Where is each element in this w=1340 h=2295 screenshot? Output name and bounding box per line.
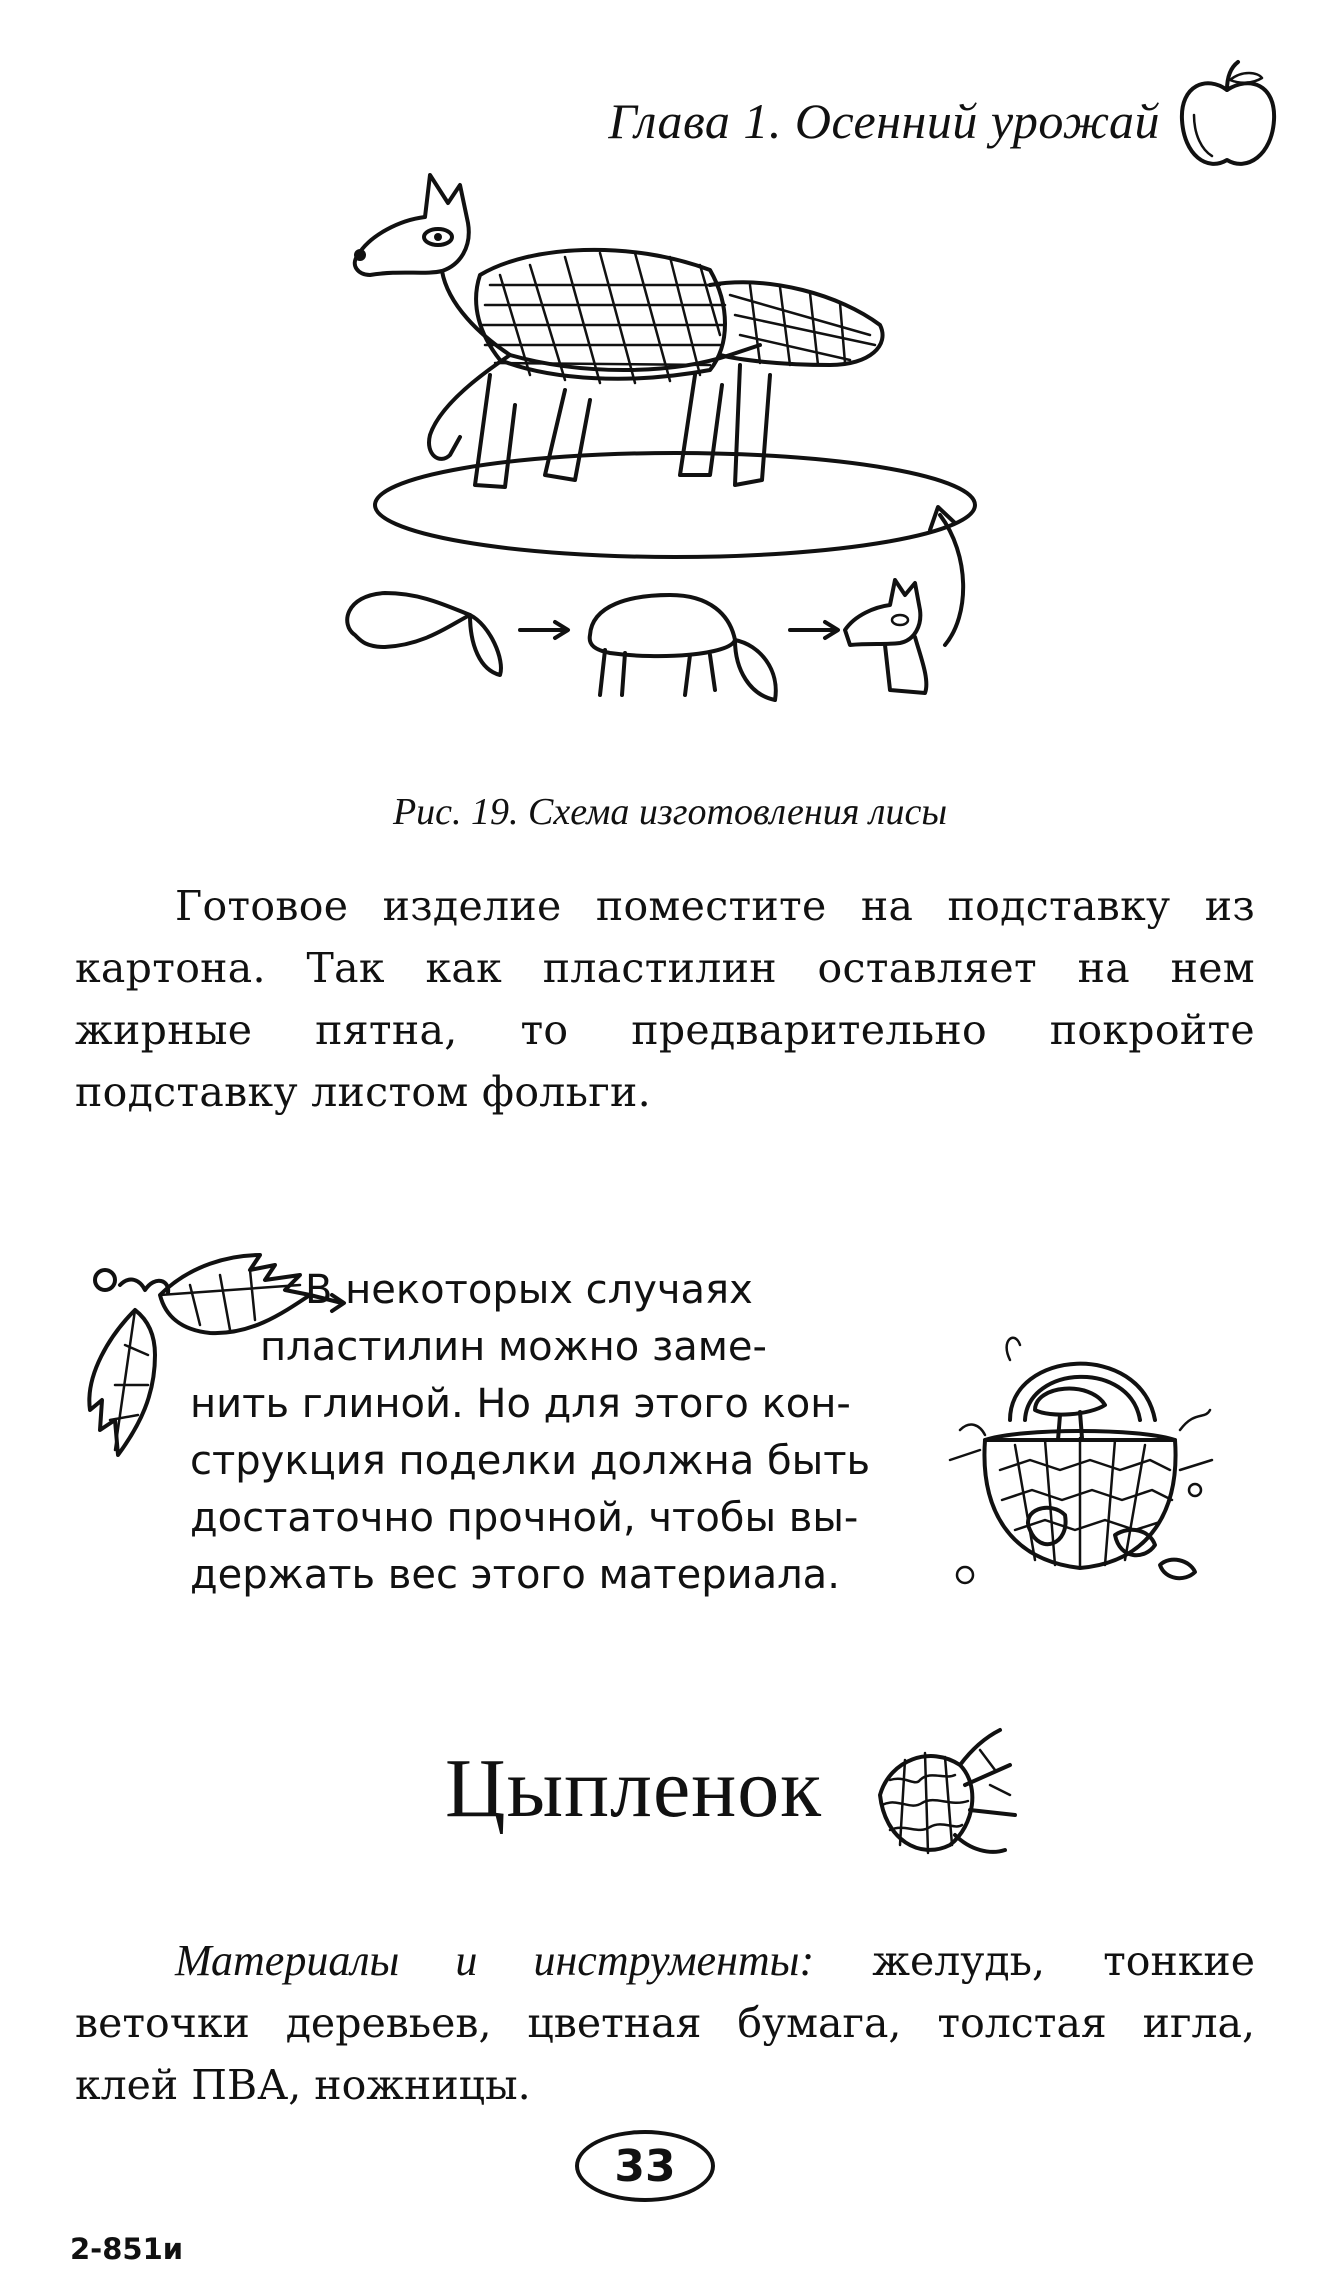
note-line: держать вес этого материала. — [190, 1552, 840, 1598]
mushroom-basket-icon — [940, 1310, 1220, 1600]
running-title: Глава 1. Осенний урожай — [608, 93, 1160, 149]
materials-lead: Материалы и инструменты: — [175, 1936, 815, 1985]
materials-paragraph — [75, 1930, 1255, 2116]
note-line: нить глиной. Но для этого кон- — [190, 1381, 851, 1427]
figure-caption: Рис. 19. Схема изготовления лисы — [392, 791, 948, 833]
note-line: струкция поделки должна быть — [190, 1438, 871, 1484]
print-code: 2-851и — [70, 2232, 184, 2266]
note-line: пластилин можно заме- — [260, 1324, 767, 1370]
note-box — [190, 1262, 890, 1604]
pinecone-icon — [860, 1725, 1020, 1875]
note-line: достаточно прочной, чтобы вы- — [190, 1495, 859, 1541]
note-line: В некоторых случаях — [305, 1267, 753, 1313]
page-number: 33 — [575, 2130, 715, 2202]
body-paragraph: Готовое изделие поместите на подставку из картона. Так как пластилин оставляет на нем жирные пятна, то предварительно покройте подставку листом фольги. — [75, 882, 1255, 1116]
apple-icon — [1172, 60, 1282, 175]
section-title: Цыпленок — [445, 1742, 823, 1835]
fox-craft-illustration — [330, 175, 1010, 765]
materials-text: желудь, тонкие веточки деревьев, цветная бумага, толстая игла, клей ПВА, ножницы. — [75, 1937, 1255, 2109]
